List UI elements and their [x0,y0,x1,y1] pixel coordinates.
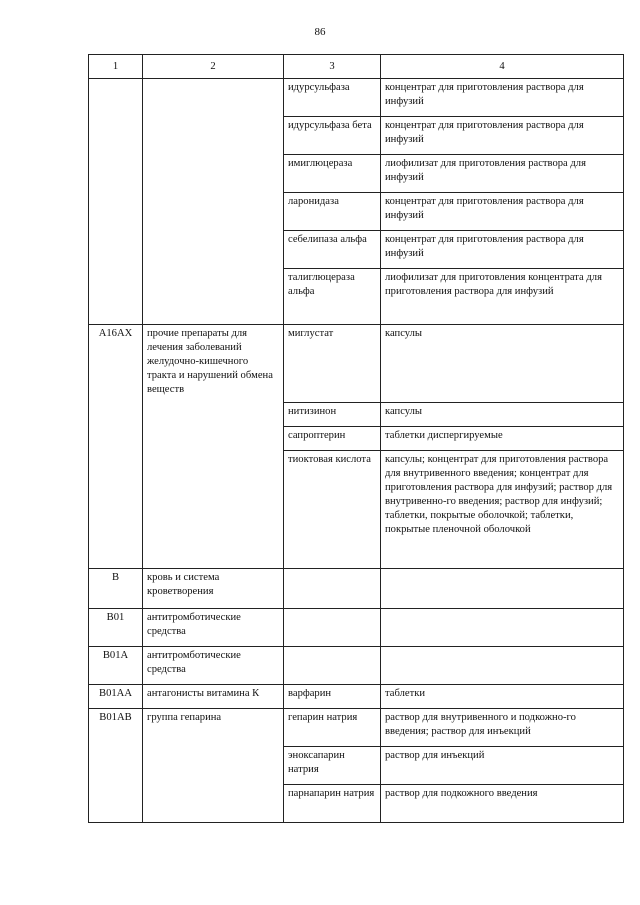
form-cell: лиофилизат для приготовления раствора для инфузий [381,155,624,193]
form-cell: раствор для подкожного введения [381,785,624,823]
drug-cell: имиглюцераза [284,155,381,193]
form-cell: таблетки диспергируемые [381,427,624,451]
form-cell [381,569,624,609]
drug-cell [284,647,381,685]
drug-cell: идурсульфаза бета [284,117,381,155]
form-cell: концентрат для приготовления раствора для инфузий [381,79,624,117]
drug-cell: тиоктовая кислота [284,451,381,569]
form-cell: концентрат для приготовления раствора для инфузий [381,193,624,231]
header-cell-2: 2 [143,55,284,79]
header-cell-1: 1 [89,55,143,79]
group-cell: антитромботические средства [143,647,284,685]
drug-cell: миглустат [284,325,381,403]
code-cell: A16AX [89,325,143,569]
group-cell: антитромботические средства [143,609,284,647]
group-cell [143,79,284,325]
group-cell: антагонисты витамина К [143,685,284,709]
group-cell: кровь и система кроветворения [143,569,284,609]
group-cell: группа гепарина [143,709,284,823]
drug-cell: сапроптерин [284,427,381,451]
page-number: 86 [314,26,326,38]
table-row [89,709,624,747]
code-cell: B01A [89,647,143,685]
drug-cell [284,569,381,609]
form-cell: концентрат для приготовления раствора для инфузий [381,117,624,155]
code-cell [89,79,143,325]
form-cell: таблетки [381,685,624,709]
table-row [89,569,624,609]
form-cell: концентрат для приготовления раствора для инфузий [381,231,624,269]
code-cell: B01AB [89,709,143,823]
drug-cell: нитизинон [284,403,381,427]
form-cell [381,647,624,685]
code-cell: B [89,569,143,609]
code-cell: B01AA [89,685,143,709]
form-cell: капсулы; концентрат для приготовления раствора для внутривенного введения; концентрат для приготовления раствора для инфузий; раствор для внутривенно-го введения; раствор для инфузий; таблетки, покрытые оболочкой; таблетки, покрытые пленочной оболочкой [381,451,624,569]
table-row [89,79,624,117]
group-cell: прочие препараты для лечения заболеваний желудочно-кишечного тракта и нарушений обмена веществ [143,325,284,569]
table-header-row [89,55,624,79]
header-cell-4: 4 [381,55,624,79]
form-cell: раствор для инъекций [381,747,624,785]
form-cell: раствор для внутривенного и подкожно-го введения; раствор для инъекций [381,709,624,747]
drug-cell: эноксапарин натрия [284,747,381,785]
table-row [89,647,624,685]
drug-cell: ларонидаза [284,193,381,231]
table-row [89,325,624,403]
drug-cell: гепарин натрия [284,709,381,747]
code-cell: B01 [89,609,143,647]
header-cell-3: 3 [284,55,381,79]
drug-cell: идурсульфаза [284,79,381,117]
drug-cell [284,609,381,647]
drug-cell: себелипаза альфа [284,231,381,269]
drug-cell: варфарин [284,685,381,709]
form-cell [381,609,624,647]
table-row [89,609,624,647]
drug-table [88,54,624,823]
drug-cell: парнапарин натрия [284,785,381,823]
table-row [89,685,624,709]
form-cell: лиофилизат для приготовления концентрата для приготовления раствора для инфузий [381,269,624,325]
form-cell: капсулы [381,403,624,427]
drug-cell: талиглюцераза альфа [284,269,381,325]
form-cell: капсулы [381,325,624,403]
